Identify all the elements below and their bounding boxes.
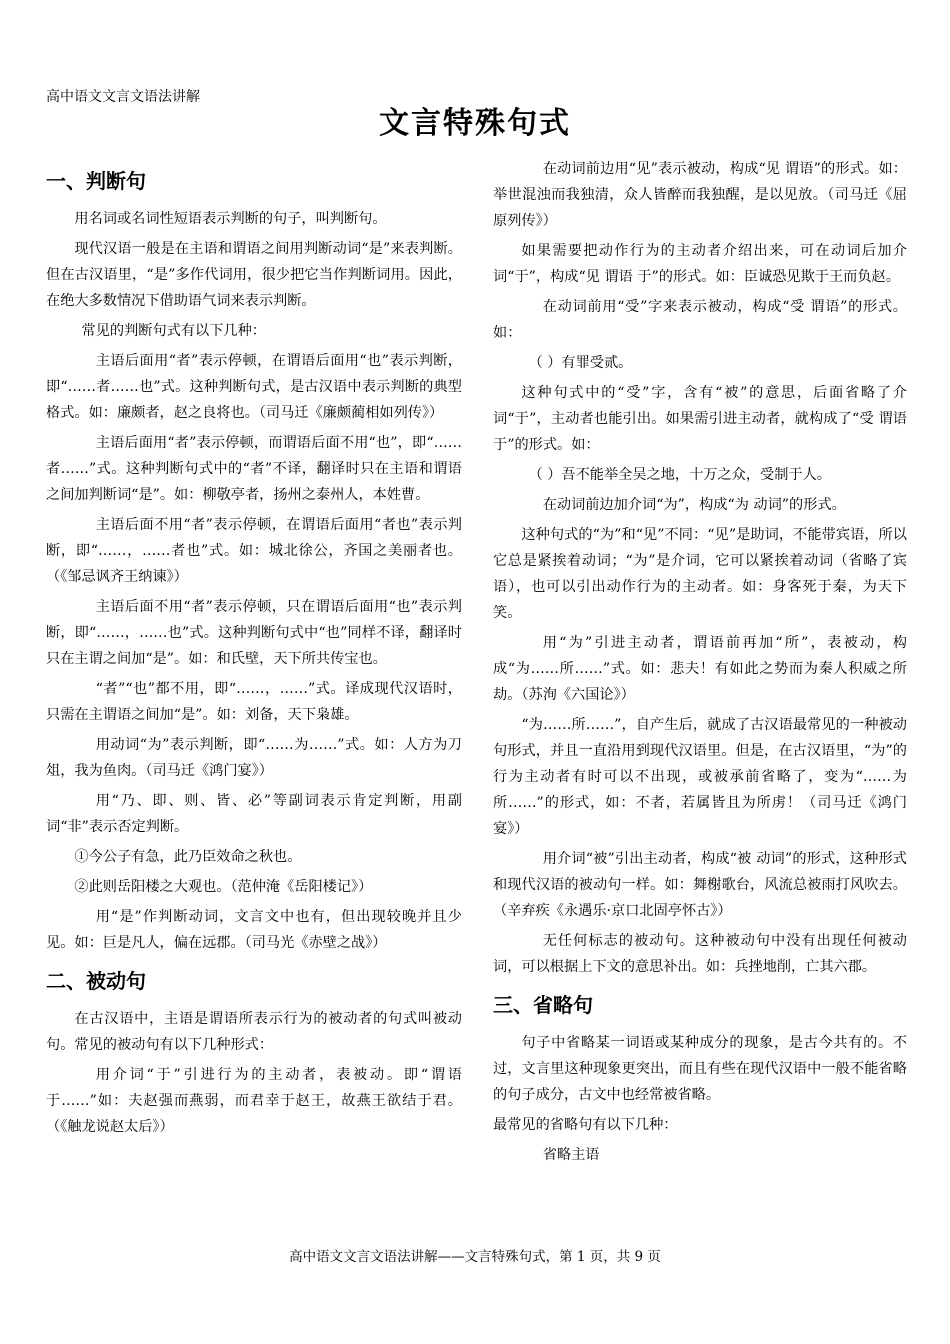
paragraph: ①今公子有急，此乃臣效命之秋也。 [74,849,302,865]
section-heading: 三、省略句 [493,993,593,1017]
paragraph: 句子中省略某一词语或某种成分的现象，是古今共有的。不过，文言里这种现象更突出，而且有些在现代汉语中一般不能省略的句子成分，古文中也经常被省略。 [493,1035,907,1103]
paragraph: （ ）吾不能举全吴之地，十万之众，受制于人。 [528,467,831,483]
paragraph: 用介词“于”引进行为的主动者，表被动。即“谓语 于……”如：夫赵强而燕弱，而君幸于赵王，故燕王欲结于君。（《触龙说赵太后》） [46,1067,462,1135]
document-header: 高中语文文言文语法讲解 [46,89,200,105]
paragraph: 在古汉语中，主语是谓语所表示行为的被动者的句式叫被动句。常见的被动句有以下几种形式： [46,1011,462,1053]
page-footer: 高中语文文言文语法讲解——文言特殊句式，第 1 页，共 9 页 [289,1249,661,1265]
paragraph: 用名词或名词性短语表示判断的句子，叫判断句。 [74,211,387,227]
paragraph: 省略主语 [542,1147,600,1163]
paragraph: 主语后面用“者”表示停顿，在谓语后面用“也”表示判断，即“……者……也”式。这种判断句式，是古汉语中表示判断的典型格式。如：廉颇者，赵之良将也。（司马迁《廉颇蔺相如列传》） [46,353,462,421]
paragraph: 用“为”引进主动者，谓语前再加“所”，表被动，构成“为……所……”式。如：悲夫！有如此之势而为秦人积威之所劫。（苏洵《六国论》） [493,635,907,703]
paragraph: 用“是”作判断动词，文言文中也有，但出现较晚并且少见。如：巨是凡人，偏在远郡。（司马光《赤壁之战》） [46,909,462,951]
paragraph: ②此则岳阳楼之大观也。（范仲淹《岳阳楼记》） [74,879,373,895]
paragraph: 常见的判断句式有以下几种： [81,323,266,339]
paragraph: 在动词前用“受”字来表示被动，构成“受 谓语”的形式。如： [493,299,907,341]
paragraph: 用介词“被”引出主动者，构成“被 动词”的形式，这种形式和现代汉语的被动句一样。如：舞榭歌台，风流总被雨打风吹去。（辛弃疾《永遇乐·京口北固亭怀古》） [493,851,907,919]
paragraph: 在动词前边加介词“为”，构成“为 动词”的形式。 [542,497,846,513]
paragraph: “为……所……”，自产生后，就成了古汉语最常见的一种被动句形式，并且一直沿用到现代汉语里。但是，在古汉语里，“为”的行为主动者有时可以不出现，或被承前省略了，变为“……为所……”的形式，如：不者，若属皆且为所虏！（司马迁《鸿门宴》） [493,717,907,837]
left-column [46,156,462,1144]
paragraph: 最常见的省略句有以下几种： [493,1117,678,1133]
paragraph: （ ）有罪受贰。 [528,355,633,371]
paragraph: “者”“也”都不用，即“……，……”式。译成现代汉语时，只需在主谓语之间加“是”。如：刘备，天下枭雄。 [46,681,462,723]
paragraph: 无任何标志的被动句。这种被动句中没有出现任何被动词，可以根据上下文的意思补出。如：兵挫地削，亡其六郡。 [493,933,907,975]
paragraph: 主语后面用“者”表示停顿，而谓语后面不用“也”，即“……者……”式。这种判断句式中的“者”不译，翻译时只在主语和谓语之间加判断词“是”。如：柳敬亭者，扬州之泰州人，本姓曹。 [46,435,462,503]
paragraph: 主语后面不用“者”表示停顿，在谓语后面用“者也”表示判断，即“……，……者也”式。如：城北徐公，齐国之美丽者也。（《邹忌讽齐王纳谏》） [46,517,462,585]
section-heading: 二、被动句 [46,969,146,993]
page-title: 文言特殊句式 [379,106,571,141]
paragraph: 如果需要把动作行为的主动者介绍出来，可在动词后加介词“于”，构成“见 谓语 于”的形式。如：臣诚恐见欺于王而负赵。 [493,243,907,285]
paragraph: 主语后面不用“者”表示停顿，只在谓语后面用“也”表示判断，即“……，……也”式。这种判断句式中“也”同样不译，翻译时只在主谓之间加“是”。如：和氏壁，天下所共传宝也。 [46,599,462,667]
paragraph: 用动词“为”表示判断，即“……为……”式。如：人方为刀俎，我为鱼肉。（司马迁《鸿门宴》） [46,737,462,779]
paragraph: 这种句式中的“受”字，含有“被”的意思，后面省略了介词“于”，主动者也能引出。如果需引进主动者，就构成了“受 谓语 于”的形式。如： [493,385,907,453]
paragraph: 现代汉语一般是在主语和谓语之间用判断动词“是”来表判断。但在古汉语里，“是”多作代词用，很少把它当作判断词用。因此，在绝大多数情况下借助语气词来表示判断。 [46,241,462,309]
right-column [493,156,907,1172]
section-heading: 一、判断句 [46,169,146,193]
paragraph: 在动词前边用“见”表示被动，构成“见 谓语”的形式。如：举世混浊而我独清，众人皆醉而我独醒，是以见放。（司马迁《屈原列传》） [493,161,907,229]
paragraph: 这种句式的“为”和“见”不同：“见”是助词，不能带宾语，所以它总是紧挨着动词；“为”是介词，它可以紧挨着动词（省略了宾语），也可以引出动作行为的主动者。如：身客死于秦，为天下笑。 [493,527,907,621]
paragraph: 用“乃、即、则、皆、必”等副词表示肯定判断，用副词“非”表示否定判断。 [46,793,462,835]
